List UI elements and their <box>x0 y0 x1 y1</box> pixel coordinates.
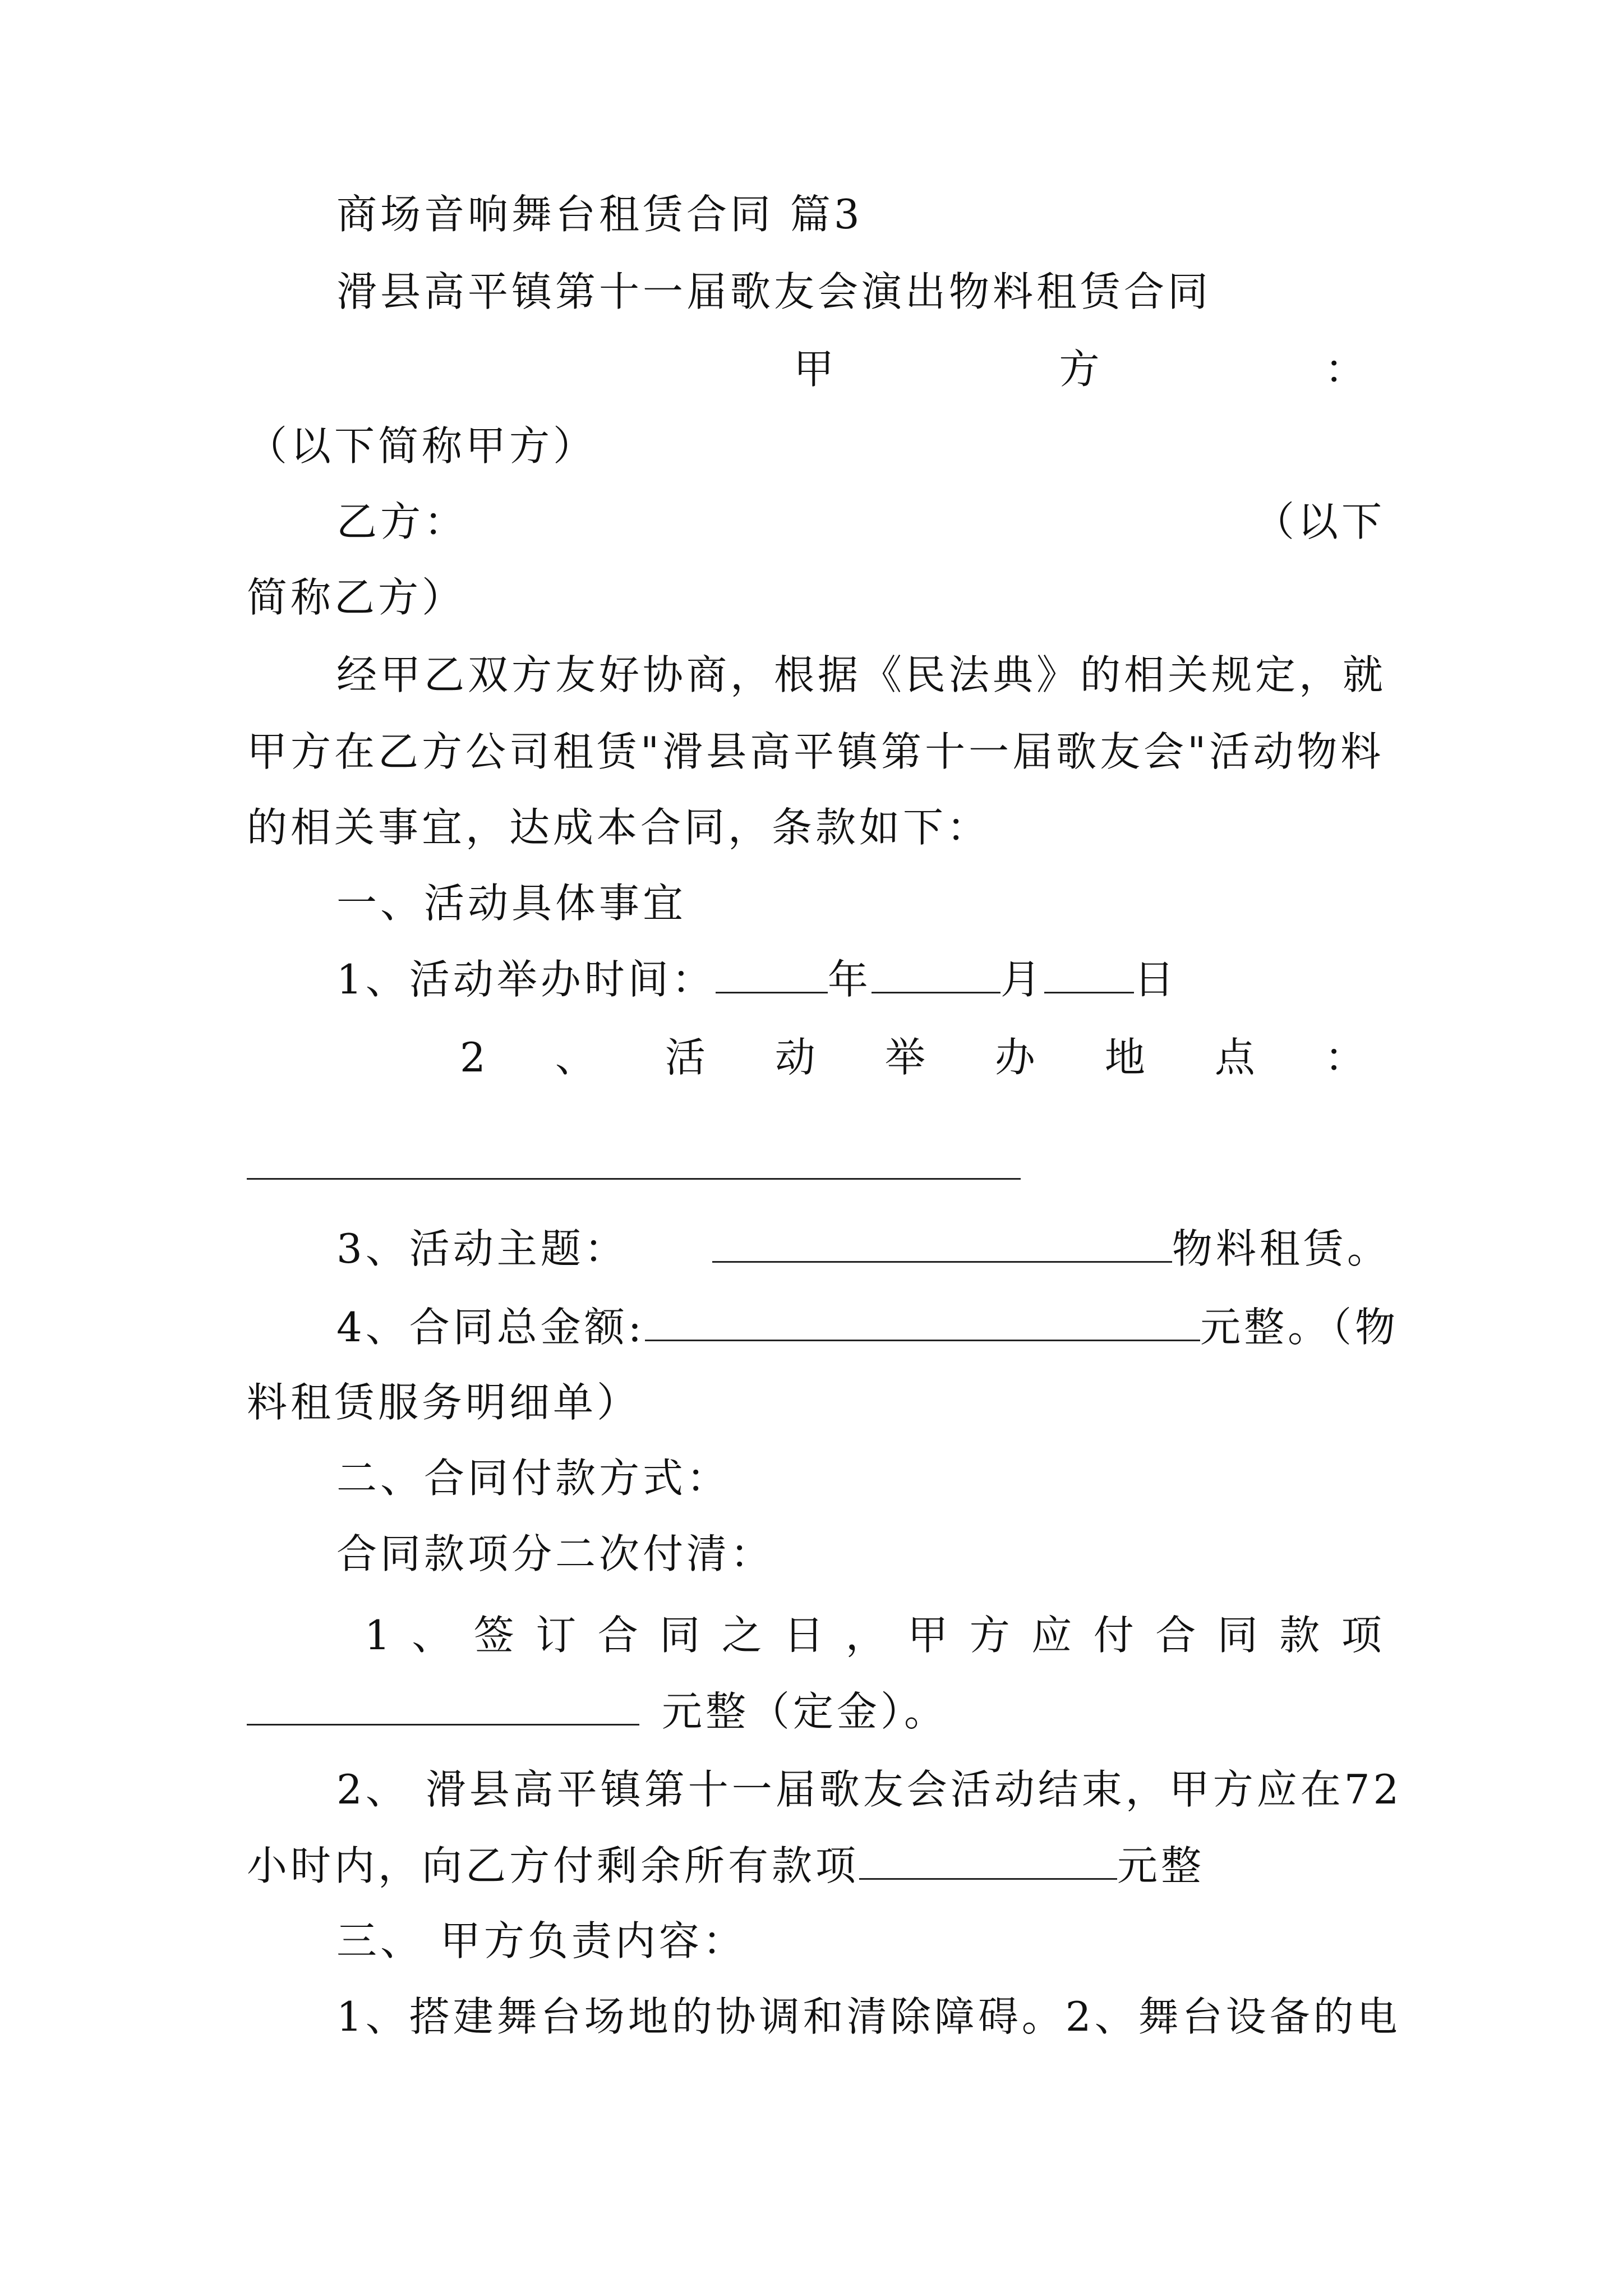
payment-char: 订 <box>536 1612 580 1659</box>
payment-char: 应 <box>1031 1612 1076 1659</box>
section-3-title: 三、 甲方负责内容： <box>336 1917 746 1964</box>
year-label: 年 <box>827 956 872 1003</box>
contract-title: 滑县高平镇第十一届歌友会演出物料租赁合同 <box>336 268 1212 315</box>
payment-char: 签 <box>473 1612 518 1659</box>
intro-line: 甲方在乙方公司租赁"滑县高平镇第十一届歌友会"活动物料 <box>247 728 1385 775</box>
payment-char: 日 <box>783 1612 828 1659</box>
event-time-line <box>336 948 1385 1010</box>
payment-item-1-tail-line <box>247 1680 1385 1742</box>
payment-char: 1 <box>365 1612 394 1659</box>
place-blank <box>247 1178 1021 1180</box>
payment-char: 甲 <box>907 1612 952 1659</box>
payment-char: 同 <box>1217 1612 1261 1659</box>
payment-item-2-cont <box>247 1834 1385 1896</box>
year-blank <box>716 948 828 993</box>
balance-blank <box>859 1834 1117 1880</box>
payment-char: 、 <box>412 1612 456 1659</box>
amount-label: 4、合同总金额: <box>336 1304 645 1351</box>
payment-item-2-end: 元整 <box>1117 1842 1205 1889</box>
payment-item-2: 2、 滑县高平镇第十一届歌友会活动结束，甲方应在72 <box>336 1766 1403 1813</box>
place-char: ： <box>1324 1034 1368 1081</box>
month-blank <box>872 948 1000 993</box>
party-a-char: 方 <box>1059 346 1103 393</box>
amount-line <box>336 1296 1399 1358</box>
party-b-label: 乙方： <box>336 498 468 545</box>
document-heading: 商场音响舞台租赁合同 篇3 <box>336 191 863 238</box>
party-a-char: 甲 <box>794 346 838 393</box>
party-b-note-start: （以下 <box>1253 498 1385 545</box>
payment-intro: 合同款项分二次付清： <box>336 1530 774 1577</box>
section-1-title: 一、活动具体事宜 <box>336 880 687 927</box>
place-char: 活 <box>665 1034 709 1081</box>
theme-suffix: 物料租赁。 <box>1172 1225 1391 1272</box>
party-a-line <box>794 338 1368 400</box>
day-label: 日 <box>1133 956 1178 1003</box>
event-theme-line <box>336 1217 1391 1279</box>
payment-char: 合 <box>1155 1612 1200 1659</box>
payment-item-1 <box>365 1604 1385 1666</box>
payment-char: 款 <box>1279 1612 1324 1659</box>
theme-blank <box>712 1217 1172 1263</box>
place-char: 动 <box>774 1034 819 1081</box>
place-char: 点 <box>1214 1034 1258 1081</box>
section-2-title: 二、合同付款方式： <box>336 1455 731 1502</box>
place-char: 举 <box>884 1034 929 1081</box>
payment-char: 合 <box>597 1612 642 1659</box>
party-a-note: （以下简称甲方） <box>247 422 597 470</box>
amount-continuation: 料租赁服务明细单） <box>247 1379 641 1426</box>
payment-char: 同 <box>660 1612 704 1659</box>
deposit-blank <box>247 1680 639 1726</box>
day-blank <box>1044 948 1134 993</box>
payment-char: 方 <box>969 1612 1013 1659</box>
party-a-char: ： <box>1324 346 1368 393</box>
payment-char: ， <box>845 1612 889 1659</box>
place-char: 办 <box>994 1034 1039 1081</box>
place-char: 、 <box>555 1034 599 1081</box>
payment-char: 项 <box>1341 1612 1385 1659</box>
intro-line: 的相关事宜，达成本合同，条款如下： <box>247 804 991 851</box>
amount-suffix: 元整。（物 <box>1200 1304 1399 1351</box>
payment-char: 付 <box>1093 1612 1137 1659</box>
intro-line: 经甲乙双方友好协商，根据《民法典》的相关规定，就 <box>336 651 1387 698</box>
theme-label: 3、活动主题： <box>336 1225 628 1272</box>
payment-item-2-text: 小时内，向乙方付剩余所有款项 <box>247 1842 860 1889</box>
place-char: 地 <box>1104 1034 1149 1081</box>
payment-item-1-tail: 元整（定金）。 <box>662 1688 948 1735</box>
party-b-line <box>336 491 1385 553</box>
place-char: 2 <box>460 1034 489 1081</box>
amount-blank <box>645 1296 1200 1341</box>
event-place-line <box>460 1027 1368 1088</box>
month-label: 月 <box>1000 956 1044 1003</box>
party-a-duty-line: 1、搭建舞台场地的协调和清除障碍。2、舞台设备的电 <box>336 1993 1401 2040</box>
party-b-note-end: 简称乙方） <box>247 574 466 621</box>
payment-char: 之 <box>721 1612 766 1659</box>
event-time-label: 1、活动举办时间： <box>336 956 716 1003</box>
